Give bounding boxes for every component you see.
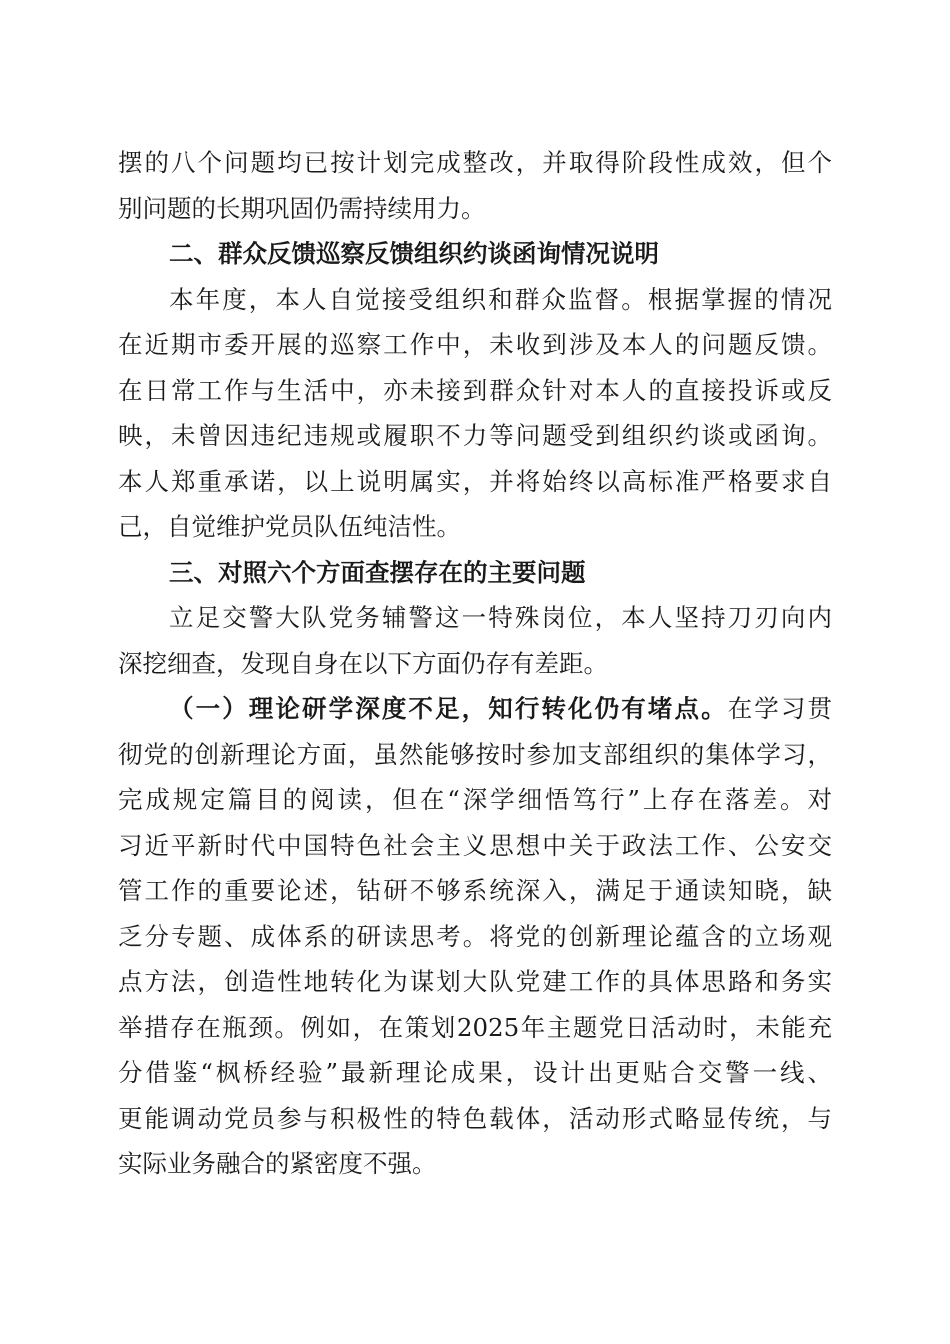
- paragraph-1-line-1: 摆的八个问题均已按计划完成整改，并取得阶段性成效，但个: [118, 148, 832, 177]
- paragraph-4-line-2: 彻党的创新理论方面，虽然能够按时参加支部组织的集体学习，: [118, 739, 832, 769]
- paragraph-2-line-1: 本年度，本人自觉接受组织和群众监督。根据掌握的情况: [169, 284, 832, 314]
- paragraph-2-line-5: 本人郑重承诺，以上说明属实，并将始终以高标准严格要求自: [118, 466, 832, 496]
- paragraph-2-line-3: 在日常工作与生活中，亦未接到群众针对本人的直接投诉或反: [118, 375, 832, 405]
- paragraph-4-line-11: 实际业务融合的紧密度不强。: [118, 1149, 437, 1178]
- paragraph-2-line-6: 己，自觉维护党员队伍纯洁性。: [118, 512, 461, 541]
- section-heading-2: 二、群众反馈巡察反馈组织约谈函询情况说明: [169, 239, 659, 268]
- paragraph-4-line-9: 分借鉴“枫桥经验”最新理论成果，设计出更贴合交警一线、: [118, 1058, 832, 1087]
- paragraph-2-line-4: 映，未曾因违纪违规或履职不力等问题受到组织约谈或函询。: [118, 421, 832, 450]
- paragraph-4-line-10: 更能调动党员参与积极性的特色载体，活动形式略显传统，与: [118, 1103, 832, 1133]
- document-body: [118, 140, 832, 1187]
- paragraph-2-line-2: 在近期市委开展的巡察工作中，未收到涉及本人的问题反馈。: [118, 330, 832, 359]
- paragraph-3-line-2: 深挖细查，发现自身在以下方面仍存有差距。: [118, 648, 608, 678]
- paragraph-4-line-3: 完成规定篇目的阅读，但在“深学细悟笃行”上存在落差。对: [118, 785, 832, 814]
- paragraph-4-line-7: 点方法，创造性地转化为谋划大队党建工作的具体思路和务实: [118, 967, 832, 996]
- subsection-lead: （一）理论研学深度不足，知行转化仍有堵点。: [169, 694, 728, 723]
- paragraph-4-line-8: 举措存在瓶颈。例如，在策划2025年主题党日活动时，未能充: [118, 1012, 832, 1042]
- paragraph-4-line-4: 习近平新时代中国特色社会主义思想中关于政法工作、公安交: [118, 830, 832, 860]
- paragraph-4-line-5: 管工作的重要论述，钻研不够系统深入，满足于通读知晓，缺: [118, 876, 832, 905]
- section-heading-3: 三、对照六个方面查摆存在的主要问题: [169, 557, 586, 587]
- paragraph-4-line-6: 乏分专题、成体系的研读思考。将党的创新理论蕴含的立场观: [118, 921, 832, 951]
- paragraph-4-line-1: [118, 686, 832, 732]
- paragraph-4-lead-tail: 在学习贯: [727, 694, 832, 723]
- paragraph-1-line-2: 别问题的长期巩固仍需持续用力。: [118, 193, 486, 223]
- paragraph-3-line-1: 立足交警大队党务辅警这一特殊岗位，本人坚持刀刃向内: [169, 603, 832, 632]
